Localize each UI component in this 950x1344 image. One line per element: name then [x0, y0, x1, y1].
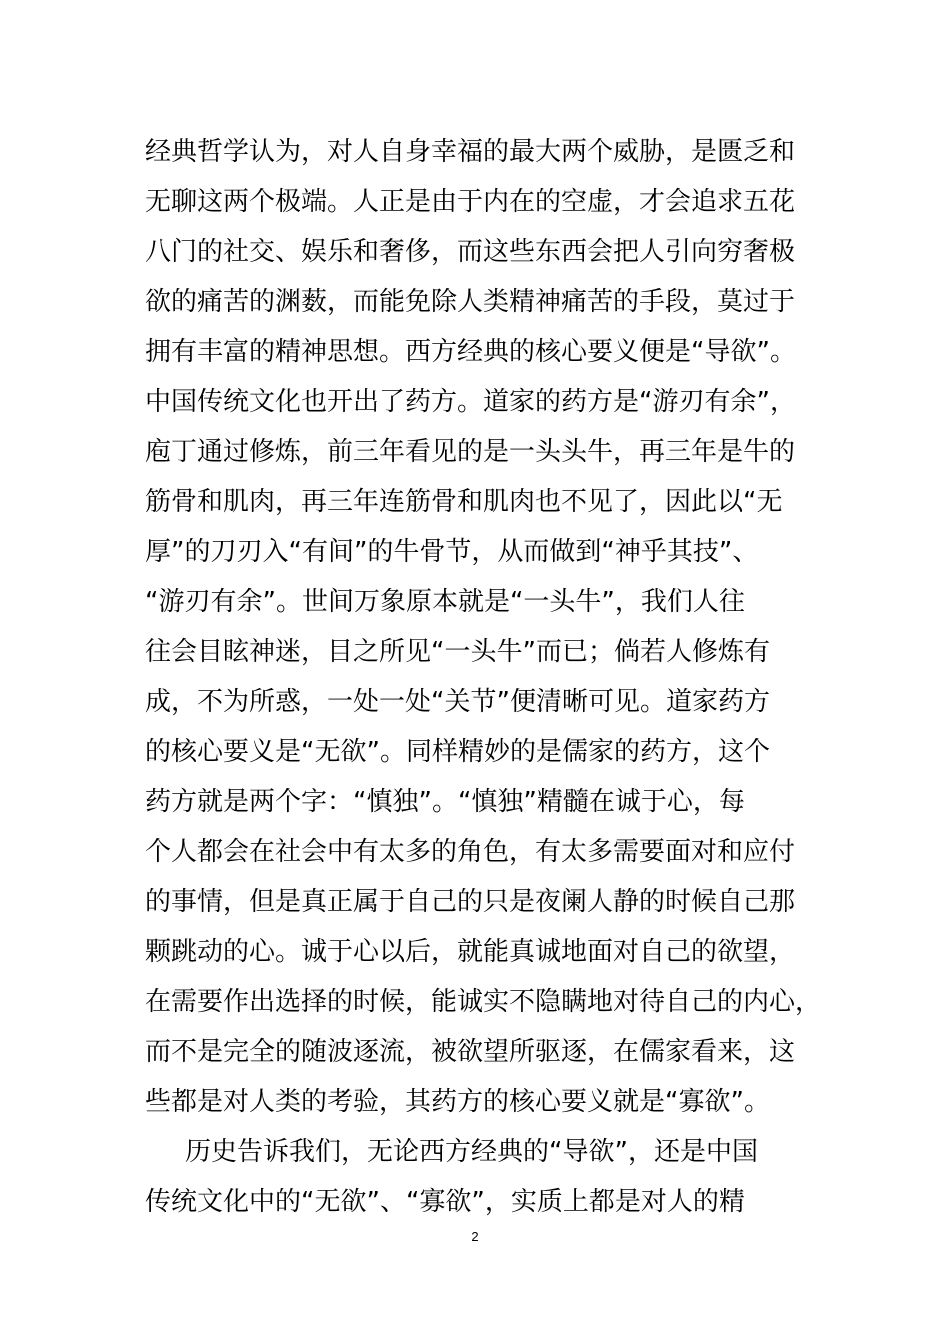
text-line: 筋骨和肌肉，再三年连筋骨和肌肉也不见了，因此以“无 — [145, 487, 783, 517]
text-line: 拥有丰富的精神思想。西方经典的核心要义便是“导欲”。 — [145, 337, 796, 367]
text-line: 八门的社交、娱乐和奢侈，而这些东西会把人引向穷奢极 — [145, 237, 796, 267]
text-line: 经典哲学认为，对人自身幸福的最大两个威胁，是匮乏和 — [145, 137, 796, 167]
page-number: 2 — [471, 1229, 479, 1244]
text-line: 些都是对人类的考验，其药方的核心要义就是“寡欲”。 — [145, 1087, 770, 1117]
text-line: 颗跳动的心。诚于心以后，就能真诚地面对自己的欲望， — [145, 937, 796, 967]
text-line: 无聊这两个极端。人正是由于内在的空虚，才会追求五花 — [145, 187, 796, 217]
text-line: 成，不为所惑，一处一处“关节”便清晰可见。道家药方 — [145, 687, 770, 717]
body-text — [145, 127, 822, 1227]
text-line: 药方就是两个字：“慎独”。“慎独”精髓在诚于心，每 — [145, 787, 745, 817]
text-line: 在需要作出选择的时候，能诚实不隐瞒地对待自己的内心， — [145, 987, 822, 1017]
text-line: 传统文化中的“无欲”、“寡欲”，实质上都是对人的精 — [145, 1187, 745, 1217]
text-line: 的事情，但是真正属于自己的只是夜阑人静的时候自己那 — [145, 887, 796, 917]
text-line: 欲的痛苦的渊薮，而能免除人类精神痛苦的手段，莫过于 — [145, 287, 796, 317]
text-line: 个人都会在社会中有太多的角色，有太多需要面对和应付 — [145, 837, 796, 867]
text-line: 往会目眩神迷，目之所见“一头牛”而已；倘若人修炼有 — [145, 637, 770, 667]
text-line: 庖丁通过修炼，前三年看见的是一头头牛，再三年是牛的 — [145, 437, 796, 467]
text-line: 而不是完全的随波逐流，被欲望所驱逐，在儒家看来，这 — [145, 1037, 796, 1067]
paragraph-first-line: 历史告诉我们，无论西方经典的“导欲”，还是中国 — [185, 1137, 758, 1167]
text-line: 厚”的刀刃入“有间”的牛骨节，从而做到“神乎其技”、 — [145, 537, 759, 567]
text-line: 的核心要义是“无欲”。同样精妙的是儒家的药方，这个 — [145, 737, 770, 767]
text-line: “游刃有余”。世间万象原本就是“一头牛”，我们人往 — [145, 587, 745, 617]
text-line: 中国传统文化也开出了药方。道家的药方是“游刃有余”， — [145, 387, 796, 417]
